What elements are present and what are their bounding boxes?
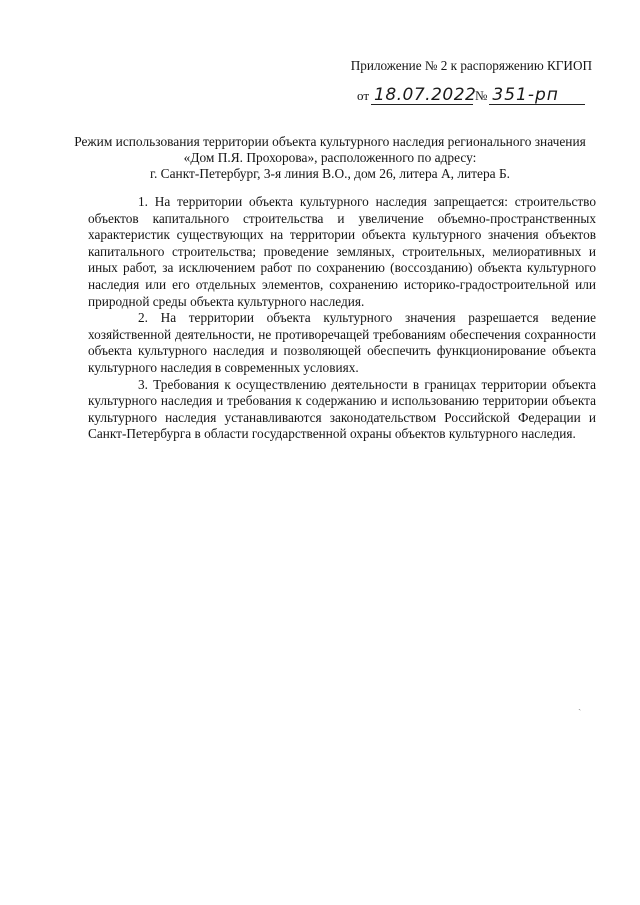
document-title — [50, 134, 610, 182]
paragraph-1: 1. На территории объекта культурного наследия запрещается: строительство объектов капитального строительства и увеличение объемно-пространственных характеристик существующих на территории объекта культурного значения объектов капитального строительства; проведение земляных, строительных, мелиоративных и иных работ, за исключением работ по сохранению (воссозданию) объекта культурного наследия или его отдельных элементов, сохранению историко-градостроительной или природной среды объекта культурного наследия. — [88, 194, 596, 309]
from-label: от — [357, 88, 370, 103]
paragraph-2: 2. На территории объекта культурного значения разрешается ведение хозяйственной деятельности, не противоречащей требованиям обеспечения сохранности объекта культурного наследия и позволяющей обеспечить функционирование объекта культурного наследия в современных условиях. — [88, 310, 596, 375]
document-body — [88, 194, 596, 443]
number-label: № — [475, 88, 488, 103]
title-line-2: «Дом П.Я. Прохорова», расположенного по адресу: — [183, 150, 477, 165]
handwritten-order-number: 351-рп — [489, 86, 585, 105]
scan-speck: ˎ — [578, 700, 582, 711]
appendix-reference: Приложение № 2 к распоряжению КГИОП — [350, 58, 592, 73]
handwritten-date: 18.07.2022 — [371, 86, 473, 105]
title-line-1: Режим использования территории объекта культурного наследия регионального значения — [74, 134, 586, 149]
paragraph-3: 3. Требования к осуществлению деятельности в границах территории объекта культурного наследия и требования к содержанию и использованию территории объекта культурного наследия устанавливаются законодательством Российской Федерации и Санкт-Петербурга в области государственной охраны объектов культурного наследия. — [88, 376, 596, 442]
title-line-3: г. Санкт-Петербург, 3-я линия В.О., дом 26, литера А, литера Б. — [150, 166, 510, 181]
order-date-number-line — [355, 86, 585, 105]
